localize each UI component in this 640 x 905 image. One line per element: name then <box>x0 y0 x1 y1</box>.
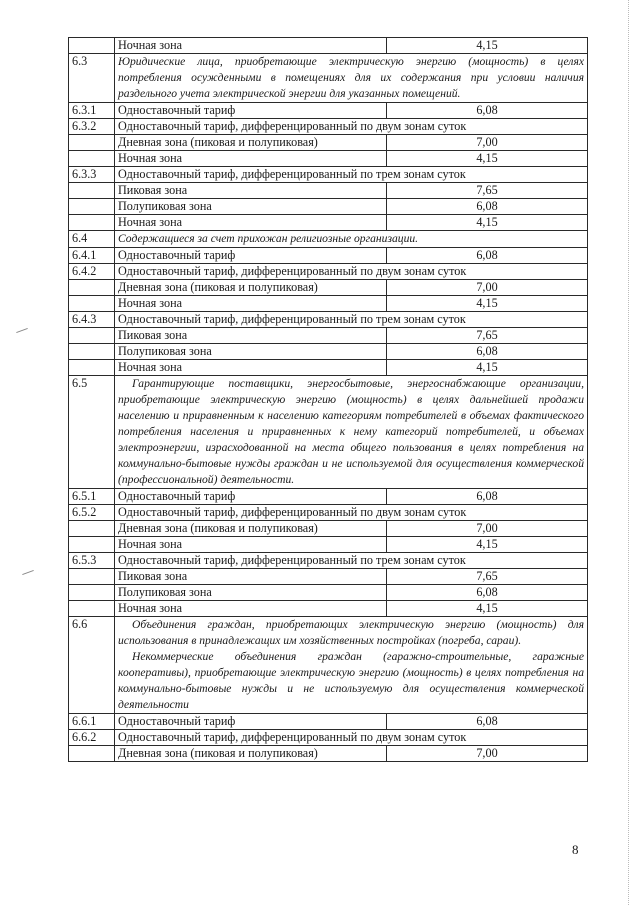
zone-name: Пиковая зона <box>115 328 387 344</box>
tariff-name: Одноставочный тариф <box>115 489 387 505</box>
category-description <box>115 231 588 248</box>
row-number: 6.6 <box>69 617 115 714</box>
row-number: 6.5.1 <box>69 489 115 505</box>
table-row <box>69 376 588 489</box>
category-description <box>115 376 588 489</box>
row-number: 6.4.2 <box>69 264 115 280</box>
table-row <box>69 280 588 296</box>
tariff-group-heading: Одноставочный тариф, дифференцированный по двум зонам суток <box>115 730 588 746</box>
tariff-value: 7,00 <box>387 280 588 296</box>
zone-name: Пиковая зона <box>115 183 387 199</box>
tariff-table-body <box>69 38 588 762</box>
tariff-value: 4,15 <box>387 360 588 376</box>
tariff-value: 6,08 <box>387 103 588 119</box>
tariff-name: Одноставочный тариф <box>115 248 387 264</box>
tariff-value: 6,08 <box>387 585 588 601</box>
zone-name: Дневная зона (пиковая и полупиковая) <box>115 135 387 151</box>
row-number <box>69 38 115 54</box>
table-row <box>69 199 588 215</box>
description-paragraph: Объединения граждан, приобретающих электрическую энергию (мощность) для использования в принадлежащих им хозяйственных постройках (погреба, сараи). <box>118 618 584 647</box>
table-row <box>69 714 588 730</box>
tariff-value: 4,15 <box>387 151 588 167</box>
zone-name: Полупиковая зона <box>115 344 387 360</box>
table-row <box>69 264 588 280</box>
zone-name: Ночная зона <box>115 296 387 312</box>
margin-mark <box>22 570 34 575</box>
row-number: 6.3 <box>69 54 115 103</box>
tariff-group-heading: Одноставочный тариф, дифференцированный по двум зонам суток <box>115 505 588 521</box>
tariff-table <box>68 37 588 762</box>
row-number <box>69 569 115 585</box>
table-row <box>69 328 588 344</box>
row-number <box>69 183 115 199</box>
table-row <box>69 151 588 167</box>
table-row <box>69 215 588 231</box>
row-number <box>69 135 115 151</box>
table-row <box>69 135 588 151</box>
tariff-value: 7,65 <box>387 569 588 585</box>
table-row <box>69 569 588 585</box>
row-number <box>69 360 115 376</box>
table-row <box>69 312 588 328</box>
zone-name: Ночная зона <box>115 151 387 167</box>
table-row <box>69 489 588 505</box>
description-paragraph: Содержащиеся за счет прихожан религиозные организации. <box>118 232 419 245</box>
row-number: 6.3.2 <box>69 119 115 135</box>
row-number: 6.4.1 <box>69 248 115 264</box>
row-number <box>69 280 115 296</box>
zone-name: Дневная зона (пиковая и полупиковая) <box>115 521 387 537</box>
row-number: 6.3.1 <box>69 103 115 119</box>
tariff-value: 6,08 <box>387 489 588 505</box>
zone-name: Полупиковая зона <box>115 199 387 215</box>
table-row <box>69 746 588 762</box>
description-paragraph: Некоммерческие объединения граждан (гаражно-строительные, гаражные кооперативы), приобретающие электрическую энергию (мощность) в целях потребления на коммунально-бытовые нужды и не используемую для осуществления коммерческой деятельности <box>118 650 584 711</box>
tariff-value: 7,65 <box>387 328 588 344</box>
table-row <box>69 103 588 119</box>
row-number: 6.6.2 <box>69 730 115 746</box>
zone-name: Полупиковая зона <box>115 585 387 601</box>
table-row <box>69 585 588 601</box>
table-row <box>69 521 588 537</box>
row-number <box>69 521 115 537</box>
table-row <box>69 119 588 135</box>
row-number <box>69 746 115 762</box>
tariff-name: Одноставочный тариф <box>115 714 387 730</box>
zone-name: Дневная зона (пиковая и полупиковая) <box>115 746 387 762</box>
tariff-group-heading: Одноставочный тариф, дифференцированный по двум зонам суток <box>115 264 588 280</box>
tariff-value: 4,15 <box>387 38 588 54</box>
tariff-name: Одноставочный тариф <box>115 103 387 119</box>
scan-edge-line <box>628 0 629 905</box>
description-paragraph: Юридические лица, приобретающие электрическую энергию (мощность) в целях потребления осужденными в помещениях для их содержания при условии наличия раздельного учета электрической энергии для указанных помещений. <box>118 55 584 100</box>
category-description <box>115 617 588 714</box>
tariff-value: 6,08 <box>387 199 588 215</box>
table-row <box>69 537 588 553</box>
table-row <box>69 505 588 521</box>
row-number <box>69 344 115 360</box>
zone-name: Ночная зона <box>115 38 387 54</box>
row-number <box>69 328 115 344</box>
description-paragraph: Гарантирующие поставщики, энергосбытовые, энергоснабжающие организации, приобретающие электрическую энергию (мощность) в целях дальнейшей продажи населению и приравненным к населению категориям потребителей в объемах фактического потребления населения и приравненных к нему категорий потребителей, и объемах электроэнергии, израсходованной на места общего пользования в целях потребления на коммунально-бытовые нужды граждан и не используемой для осуществления коммерческой (профессиональной) деятельности. <box>118 377 584 486</box>
zone-name: Дневная зона (пиковая и полупиковая) <box>115 280 387 296</box>
row-number <box>69 199 115 215</box>
row-number <box>69 215 115 231</box>
table-row <box>69 617 588 714</box>
table-row <box>69 553 588 569</box>
tariff-value: 6,08 <box>387 714 588 730</box>
zone-name: Ночная зона <box>115 537 387 553</box>
zone-name: Ночная зона <box>115 215 387 231</box>
tariff-value: 7,00 <box>387 135 588 151</box>
margin-mark <box>16 328 28 333</box>
tariff-value: 7,00 <box>387 521 588 537</box>
tariff-value: 6,08 <box>387 248 588 264</box>
tariff-value: 7,65 <box>387 183 588 199</box>
row-number: 6.5.2 <box>69 505 115 521</box>
row-number: 6.5 <box>69 376 115 489</box>
category-description <box>115 54 588 103</box>
tariff-group-heading: Одноставочный тариф, дифференцированный по трем зонам суток <box>115 312 588 328</box>
table-row <box>69 344 588 360</box>
row-number: 6.6.1 <box>69 714 115 730</box>
row-number <box>69 296 115 312</box>
table-row <box>69 54 588 103</box>
table-row <box>69 360 588 376</box>
row-number <box>69 585 115 601</box>
row-number <box>69 601 115 617</box>
tariff-value: 4,15 <box>387 215 588 231</box>
row-number: 6.3.3 <box>69 167 115 183</box>
tariff-value: 7,00 <box>387 746 588 762</box>
tariff-group-heading: Одноставочный тариф, дифференцированный по трем зонам суток <box>115 553 588 569</box>
row-number <box>69 151 115 167</box>
table-row <box>69 167 588 183</box>
tariff-value: 4,15 <box>387 296 588 312</box>
table-row <box>69 248 588 264</box>
row-number: 6.4.3 <box>69 312 115 328</box>
row-number: 6.4 <box>69 231 115 248</box>
tariff-value: 4,15 <box>387 601 588 617</box>
page-number: 8 <box>572 842 579 857</box>
zone-name: Ночная зона <box>115 360 387 376</box>
tariff-value: 6,08 <box>387 344 588 360</box>
row-number <box>69 537 115 553</box>
tariff-value: 4,15 <box>387 537 588 553</box>
row-number: 6.5.3 <box>69 553 115 569</box>
table-row <box>69 730 588 746</box>
tariff-group-heading: Одноставочный тариф, дифференцированный по двум зонам суток <box>115 119 588 135</box>
table-row <box>69 38 588 54</box>
tariff-group-heading: Одноставочный тариф, дифференцированный по трем зонам суток <box>115 167 588 183</box>
table-row <box>69 296 588 312</box>
table-row <box>69 601 588 617</box>
zone-name: Ночная зона <box>115 601 387 617</box>
zone-name: Пиковая зона <box>115 569 387 585</box>
table-row <box>69 231 588 248</box>
table-row <box>69 183 588 199</box>
